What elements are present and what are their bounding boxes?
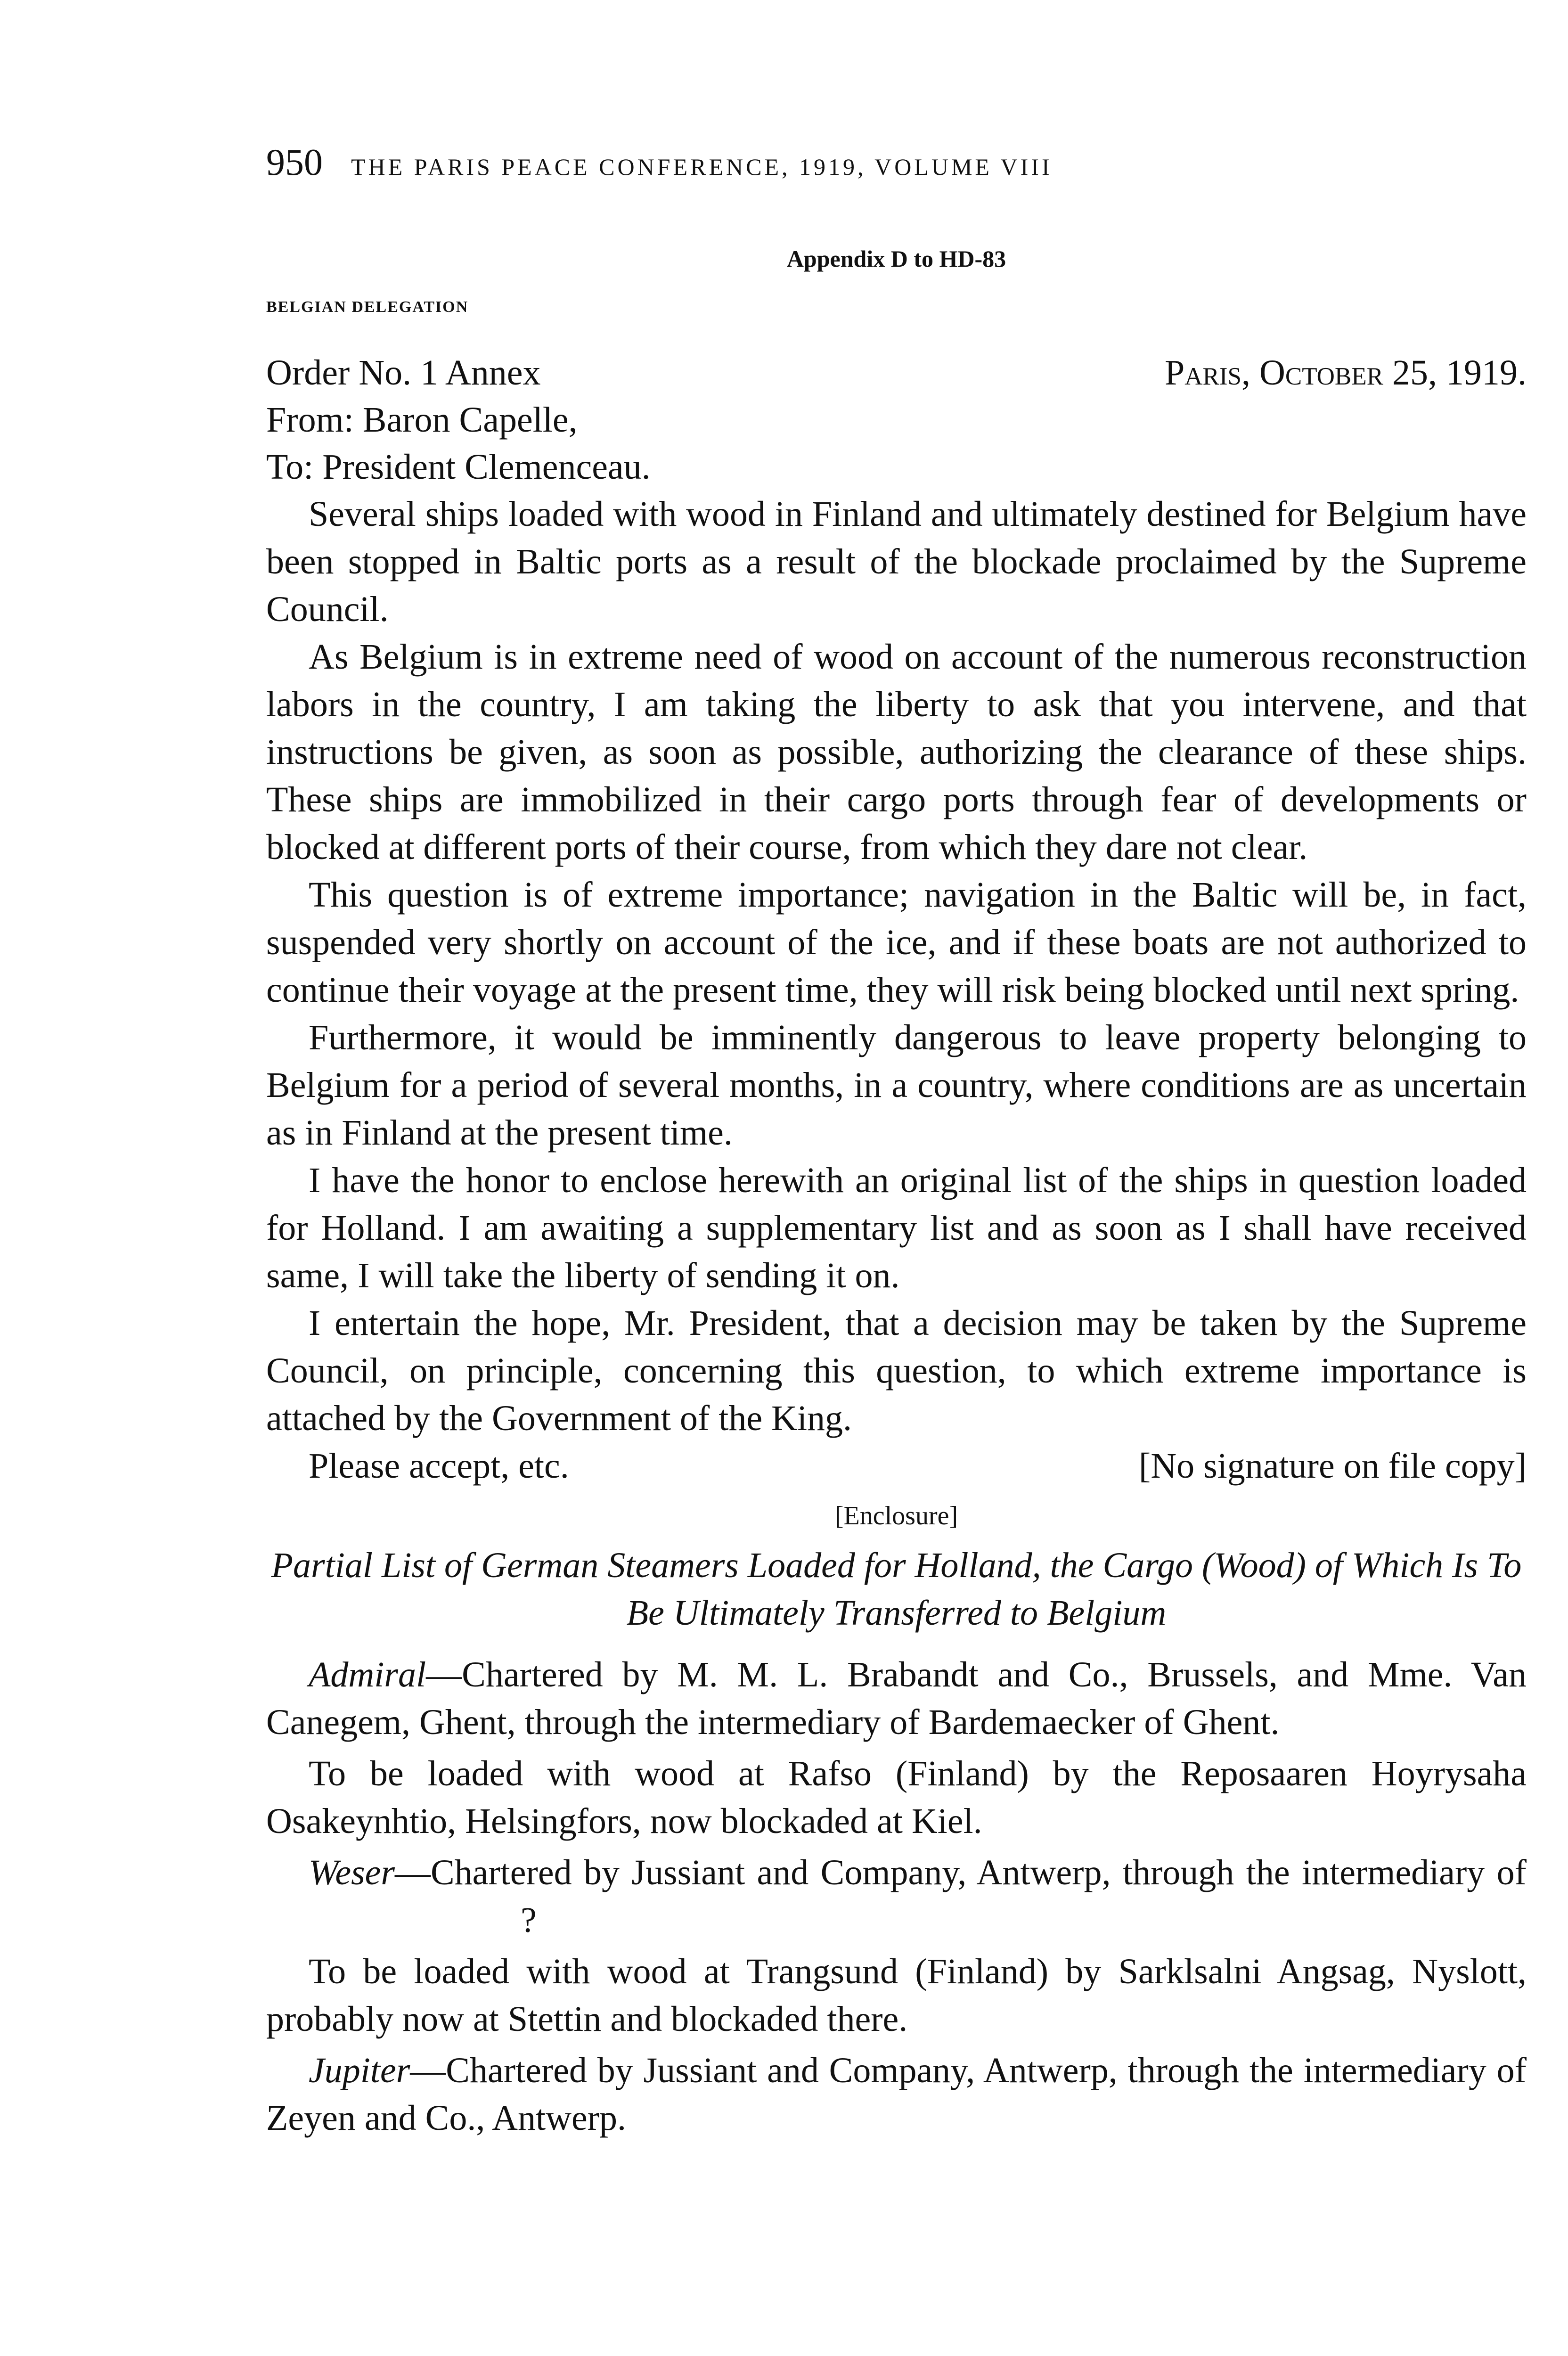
- appendix-title: Appendix D to HD-83: [786, 245, 1006, 272]
- ship-name: Admiral: [309, 1655, 426, 1694]
- paragraph: As Belgium is in extreme need of wood on account of the numerous reconstruction labors in the country, I am taking the liberty to ask that you intervene, and that instructions be given, as soon as possible, authorizing the clearance of these ships. These ships are immobilized in their cargo ports through fear of developments or blocked at different ports of their course, from which they dare not clear.: [266, 637, 1527, 867]
- list-title: Partial List of German Steamers Loaded for Holland, the Cargo (Wood) of Which Is To Be Ultimately Transferred to Belgium: [271, 1546, 1522, 1633]
- ship-name: Jupiter: [309, 2051, 410, 2090]
- page-number: 950: [266, 142, 323, 183]
- ship-charter: —Chartered by Jussiant and Company, Antwerp, through the intermediary of Zeyen and Co., Antwerp.: [266, 2051, 1527, 2138]
- paragraph: Several ships loaded with wood in Finland and ultimately destined for Belgium have been stopped in Baltic ports as a result of the blockade proclaimed by the Supreme Council.: [266, 494, 1527, 629]
- paragraph: This question is of extreme importance; navigation in the Baltic will be, in fact, suspended very shortly on account of the ice, and if these boats are not authorized to continue their voyage at the present time, they will risk being blocked until next spring.: [266, 875, 1527, 1010]
- ship-charter: —Chartered by M. M. L. Brabandt and Co., Brussels, and Mme. Van Canegem, Ghent, through the intermediary of Bardemaecker of Ghent.: [266, 1655, 1527, 1742]
- running-header: [266, 141, 1527, 193]
- order-number: Order No. 1 Annex: [266, 353, 541, 393]
- ship-entry: [266, 1849, 1527, 1944]
- signature-note: [No signature on file copy]: [1138, 1446, 1527, 1486]
- ship-list: [266, 1651, 1527, 2142]
- order-date-row: [266, 349, 1527, 396]
- paragraph: Furthermore, it would be imminently dangerous to leave property belonging to Belgium for a period of several months, in a country, where conditions are as uncertain as in Finland at the present time.: [266, 1018, 1527, 1153]
- ship-loading: To be loaded with wood at Rafso (Finland) by the Reposaaren Hoyrysaha Osakeynhtio, Helsingfors, now blockaded at Kiel.: [266, 1754, 1527, 1841]
- letter-body: [266, 491, 1527, 1442]
- ship-charter: —Chartered by Jussiant and Company, Antwerp, through the intermediary of: [394, 1853, 1527, 1892]
- from-line: From: Baron Capelle,: [266, 400, 578, 440]
- closing-row: [266, 1442, 1527, 1490]
- to-line: To: President Clemenceau.: [266, 447, 651, 487]
- ship-entry: [266, 2047, 1527, 2142]
- delegation-label: BELGIAN DELEGATION: [266, 298, 469, 316]
- letter-date: Paris, October 25, 1919.: [1164, 353, 1527, 393]
- ship-loading: To be loaded with wood at Trangsund (Finland) by Sarklsalni Angsag, Nyslott, probably now at Stettin and blockaded there.: [266, 1952, 1527, 2039]
- enclosure-label: [Enclosure]: [834, 1501, 958, 1530]
- document-page: [266, 141, 1527, 2146]
- ship-name: Weser: [309, 1853, 395, 1892]
- paragraph: I entertain the hope, Mr. President, that a decision may be taken by the Supreme Council, on principle, concerning this question, to which extreme importance is attached by the Government of the King.: [266, 1303, 1527, 1438]
- salutation: Please accept, etc.: [309, 1446, 569, 1486]
- query-mark: ?: [521, 1900, 537, 1940]
- ship-entry: [266, 1651, 1527, 1746]
- header-title: THE PARIS PEACE CONFERENCE, 1919, VOLUME VIII: [351, 154, 1053, 180]
- paragraph: I have the honor to enclose herewith an original list of the ships in question loaded for Holland. I am awaiting a supplementary list and as soon as I shall have received same, I will take the liberty of sending it on.: [266, 1161, 1527, 1295]
